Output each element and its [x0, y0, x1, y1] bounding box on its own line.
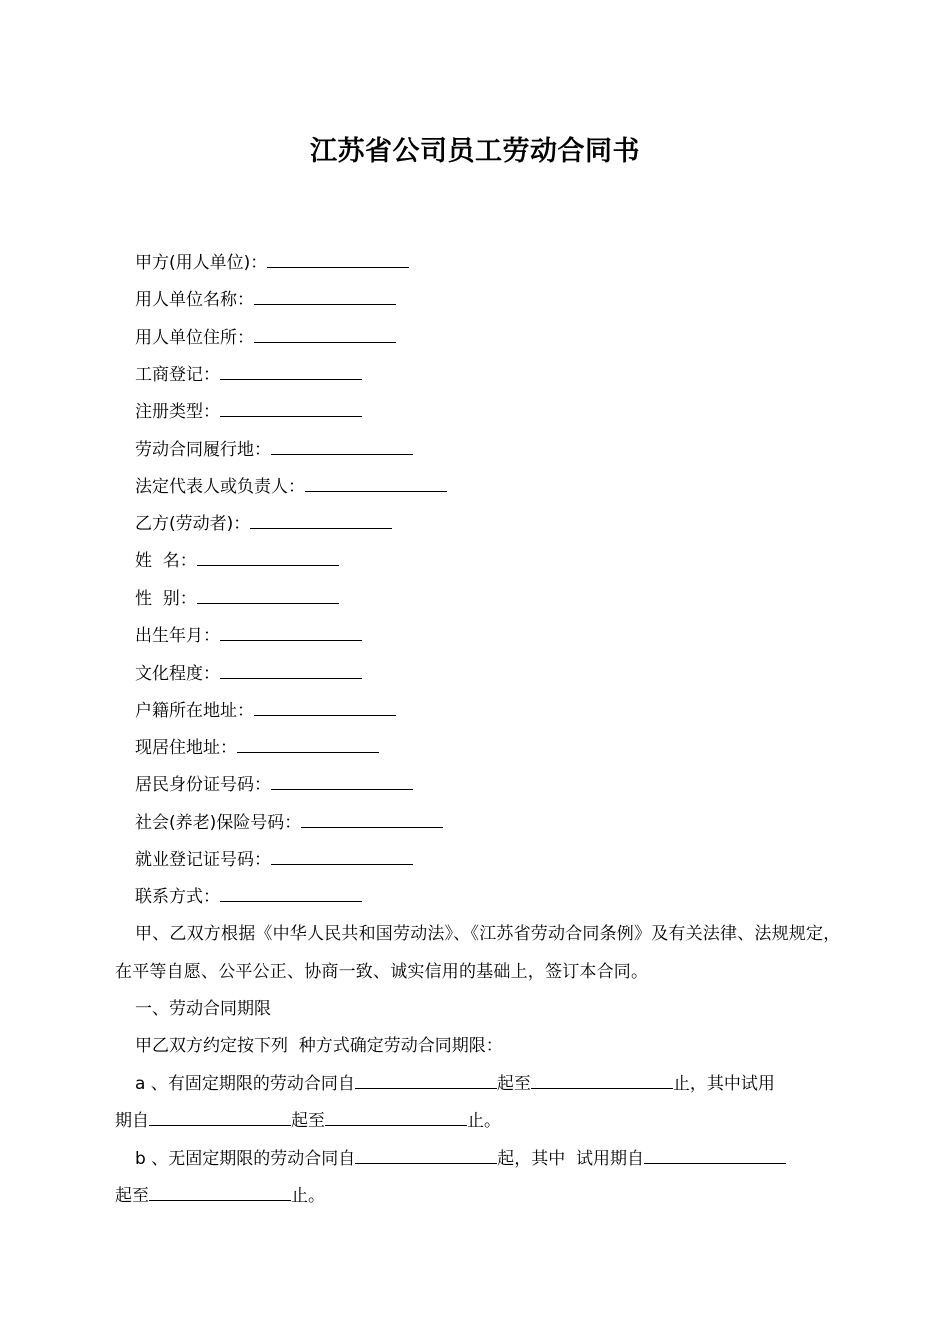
- fill-blank[interactable]: [271, 847, 413, 865]
- field-name: [135, 548, 339, 574]
- field-id-number: [135, 772, 413, 798]
- option-b-line1: [135, 1146, 786, 1172]
- field-contact: [135, 884, 362, 910]
- field-registration-type: [135, 399, 362, 425]
- field-party-b: [135, 511, 392, 537]
- field-label: 社会(养老)保险号码：: [135, 813, 302, 833]
- field-birth-date: [135, 623, 362, 649]
- fill-blank[interactable]: [254, 325, 396, 343]
- fill-blank[interactable]: [220, 399, 362, 417]
- option-a-text: 止，其中试用: [672, 1074, 775, 1094]
- field-label: 用人单位名称：: [135, 290, 254, 310]
- field-insurance-number: [135, 810, 443, 836]
- field-employer-name: [135, 287, 396, 313]
- fill-blank[interactable]: [220, 623, 362, 641]
- fill-blank[interactable]: [644, 1146, 786, 1164]
- field-label: 现居住地址：: [135, 738, 237, 758]
- fill-blank[interactable]: [267, 250, 409, 268]
- field-business-registration: [135, 362, 362, 388]
- option-a-text: 起至: [496, 1074, 531, 1094]
- field-current-address: [135, 735, 379, 761]
- option-a-text: 止。: [467, 1111, 501, 1131]
- field-label: 劳动合同履行地：: [135, 440, 271, 460]
- field-label: 注册类型：: [135, 402, 220, 422]
- option-a-text: a 、有固定期限的劳动合同自: [135, 1074, 355, 1094]
- option-b-text: 起至: [115, 1186, 149, 1206]
- field-label: 户籍所在地址：: [135, 701, 254, 721]
- fill-blank[interactable]: [254, 287, 396, 305]
- fill-blank[interactable]: [220, 884, 362, 902]
- field-household-address: [135, 698, 396, 724]
- field-employer-address: [135, 325, 396, 351]
- field-party-a: [135, 250, 409, 276]
- field-employment-registration: [135, 847, 413, 873]
- fill-blank[interactable]: [149, 1183, 291, 1201]
- section-intro: 甲乙双方约定按下列 种方式确定劳动合同期限：: [135, 1036, 503, 1056]
- field-label: 出生年月：: [135, 626, 220, 646]
- field-label: 性 别：: [135, 589, 197, 609]
- option-a-text: 起至: [291, 1111, 325, 1131]
- option-b-text: 起，其中 试用期自: [497, 1149, 645, 1169]
- field-label: 法定代表人或负责人：: [135, 477, 305, 497]
- field-label: 文化程度：: [135, 664, 220, 684]
- field-label: 姓 名：: [135, 551, 197, 571]
- fill-blank[interactable]: [254, 698, 396, 716]
- option-b-line2: [115, 1183, 325, 1209]
- field-label: 就业登记证号码：: [135, 850, 271, 870]
- fill-blank[interactable]: [220, 661, 362, 679]
- fill-blank[interactable]: [355, 1146, 497, 1164]
- preamble-paragraph: 甲、乙双方根据《中华人民共和国劳动法》、《江苏省劳动合同条例》及有关法律、法规规定，在平等自愿、公平公正、协商一致、诚实信用的基础上，签订本合同。: [115, 924, 841, 982]
- option-a-line1: [135, 1071, 775, 1097]
- fill-blank[interactable]: [271, 437, 413, 455]
- fill-blank[interactable]: [220, 362, 362, 380]
- option-b-text: 止。: [291, 1186, 325, 1206]
- option-a-line2: [115, 1108, 501, 1134]
- fill-blank[interactable]: [197, 586, 339, 604]
- fill-blank[interactable]: [355, 1071, 497, 1089]
- fill-blank[interactable]: [325, 1108, 467, 1126]
- option-a-text: 期自: [115, 1111, 149, 1131]
- fill-blank[interactable]: [305, 474, 447, 492]
- fill-blank[interactable]: [531, 1071, 673, 1089]
- section-heading: 一、劳动合同期限: [135, 999, 271, 1019]
- field-legal-representative: [135, 474, 447, 500]
- fill-blank[interactable]: [149, 1108, 291, 1126]
- fill-blank[interactable]: [250, 511, 392, 529]
- document-title: 江苏省公司员工劳动合同书: [310, 136, 640, 167]
- field-label: 甲方(用人单位)：: [135, 253, 268, 273]
- fill-blank[interactable]: [301, 810, 443, 828]
- fill-blank[interactable]: [197, 548, 339, 566]
- fill-blank[interactable]: [237, 735, 379, 753]
- field-label: 用人单位住所：: [135, 328, 254, 348]
- field-work-location: [135, 437, 413, 463]
- fill-blank[interactable]: [271, 772, 413, 790]
- field-gender: [135, 586, 339, 612]
- field-label: 工商登记：: [135, 365, 220, 385]
- field-label: 联系方式：: [135, 887, 220, 907]
- field-label: 居民身份证号码：: [135, 775, 271, 795]
- field-label: 乙方(劳动者)：: [135, 514, 251, 534]
- field-education: [135, 661, 362, 687]
- option-b-text: b 、无固定期限的劳动合同自: [135, 1149, 356, 1169]
